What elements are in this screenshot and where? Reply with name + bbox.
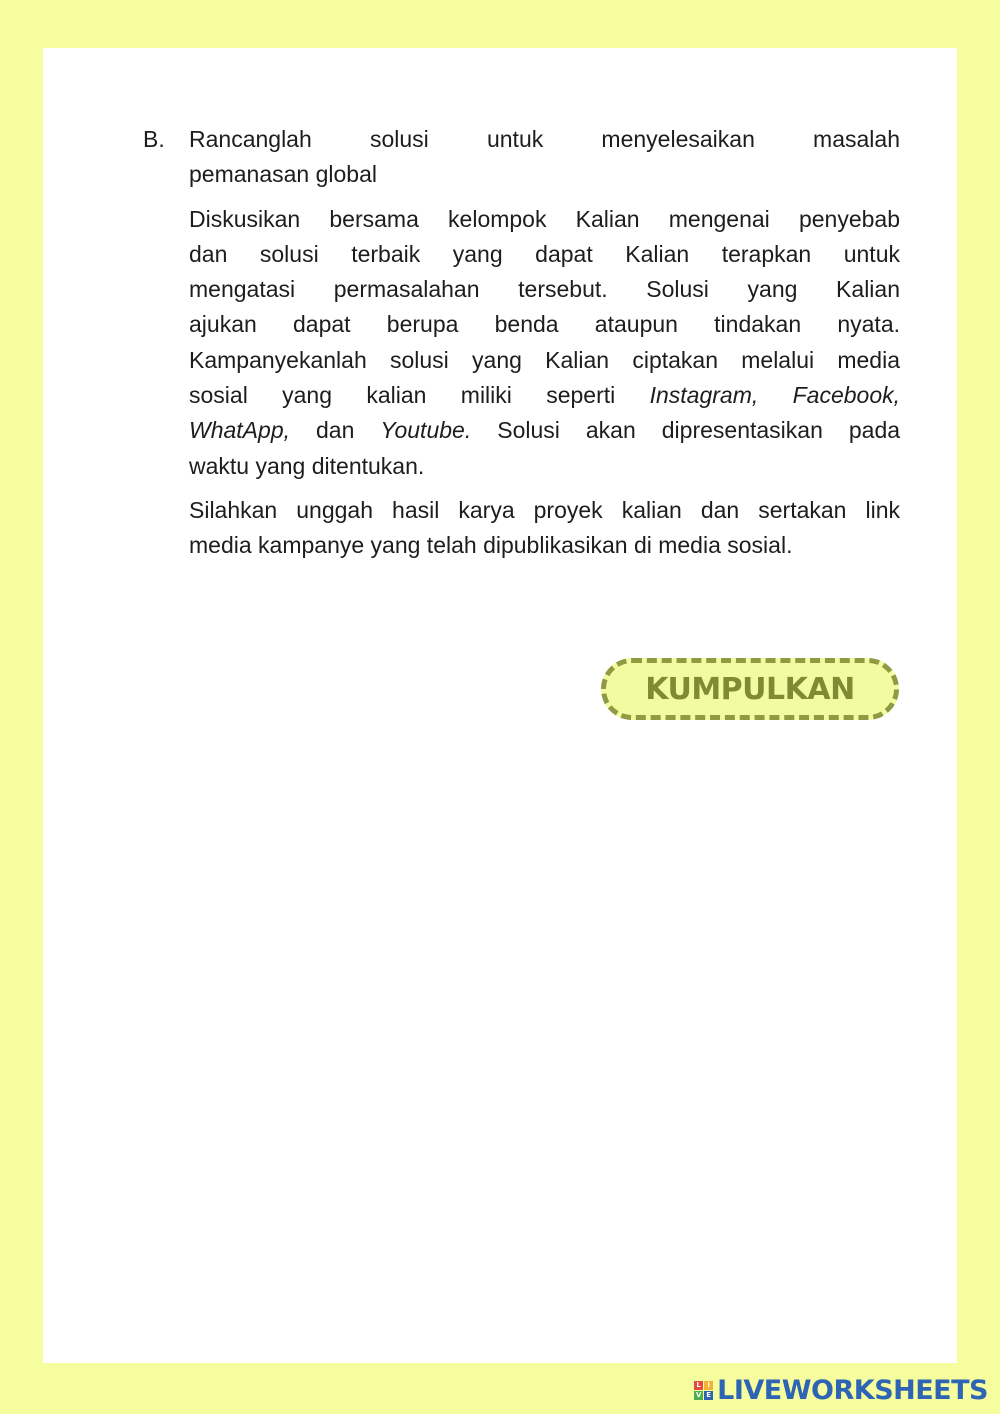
task-section [143, 122, 900, 564]
task-title [189, 122, 900, 193]
paragraph-1-line: ajukan dapat berupa benda ataupun tindakan nyata. [189, 311, 900, 338]
paragraph-1-line [189, 378, 900, 413]
paragraph-1-line: mengatasi permasalahan tersebut. Solusi yang Kalian [189, 276, 900, 303]
plain-text: dan [316, 417, 355, 444]
submit-button[interactable]: KUMPULKAN [601, 658, 899, 720]
logo-letter-tile: L [694, 1381, 703, 1390]
plain-text: sosial yang kalian miliki seperti [189, 382, 616, 409]
italic-text: WhatApp, [189, 417, 290, 444]
italic-text: Instagram, Facebook, [649, 382, 900, 409]
logo-letter-tile: I [704, 1381, 713, 1390]
liveworksheets-brand [694, 1372, 988, 1408]
paragraph-2-line: media kampanye yang telah dipublikasikan di media sosial. [189, 532, 793, 559]
paragraph-1-line: dan solusi terbaik yang dapat Kalian terapkan untuk [189, 240, 900, 267]
instruction-paragraph-2 [189, 493, 900, 564]
plain-text: Solusi akan dipresentasikan pada [497, 417, 901, 444]
task-title-line-1: Rancanglah solusi untuk menyelesaikan masalah [189, 126, 900, 152]
paragraph-1-line [189, 413, 900, 448]
instruction-paragraph-1 [189, 202, 900, 484]
logo-letter-tile: E [704, 1391, 713, 1400]
liveworksheets-logo-icon [694, 1381, 713, 1400]
italic-text: Youtube. [380, 417, 472, 444]
task-title-line-2: pemanasan global [189, 161, 377, 188]
paragraph-1-line: waktu yang ditentukan. [189, 452, 425, 479]
task-letter: B. [143, 126, 165, 152]
paragraph-1-line: Diskusikan bersama kelompok Kalian mengenai penyebab [189, 205, 900, 232]
brand-text: LIVEWORKSHEETS [717, 1374, 988, 1406]
paragraph-2-line: Silahkan unggah hasil karya proyek kalian dan sertakan link [189, 496, 900, 523]
logo-letter-tile: V [695, 1390, 702, 1399]
task-heading [143, 122, 900, 193]
paragraph-1-line: Kampanyekanlah solusi yang Kalian ciptakan melalui media [189, 346, 900, 373]
